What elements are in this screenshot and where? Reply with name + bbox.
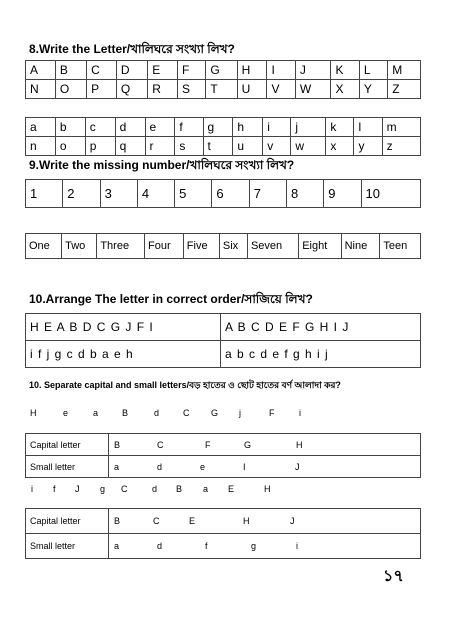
number-cell: 5: [175, 180, 212, 208]
sequence-letter: e: [63, 408, 69, 418]
uppercase-letter-cell: Q: [116, 80, 147, 99]
uppercase-letter-cell: V: [267, 80, 295, 99]
lowercase-letter-cell: f: [175, 118, 203, 137]
numbers-table: [25, 179, 421, 208]
sequence-letter: B: [122, 408, 129, 418]
sorted-letter: i: [296, 541, 298, 551]
number-word-cell: Teen: [380, 234, 421, 259]
number-cell: 2: [63, 180, 100, 208]
sequence-letter: d: [152, 484, 158, 494]
sorted-letter: G: [244, 439, 252, 450]
sorted-letter: J: [290, 516, 295, 526]
uppercase-letter-cell: H: [237, 61, 267, 80]
sorted-letter: f: [205, 541, 208, 551]
sequence-letter: C: [121, 484, 128, 494]
arrange-small-jumbled: i f j g c d b a e h: [26, 341, 221, 368]
capital-letters-cell: [109, 434, 421, 456]
small-letter-label: Small letter: [26, 456, 109, 478]
number-word-cell: Six: [219, 234, 247, 259]
small-letters-cell: [109, 534, 421, 559]
uppercase-letter-cell: U: [237, 80, 267, 99]
uppercase-letter-cell: O: [55, 80, 86, 99]
uppercase-letter-cell: S: [178, 80, 206, 99]
sequence-letter: i: [299, 408, 301, 418]
lowercase-letter-cell: j: [291, 118, 326, 137]
uppercase-letter-cell: G: [206, 61, 237, 80]
uppercase-letter-cell: N: [26, 80, 56, 99]
uppercase-letter-cell: D: [116, 61, 147, 80]
uppercase-letter-cell: T: [206, 80, 237, 99]
sequence-letter: a: [93, 408, 99, 418]
lowercase-letter-cell: x: [326, 137, 354, 156]
sequence-letter: f: [53, 484, 56, 494]
lowercase-letter-cell: h: [233, 118, 263, 137]
lowercase-letter-cell: n: [26, 137, 56, 156]
sorted-letter: C: [157, 439, 164, 450]
lowercase-letter-cell: q: [115, 137, 145, 156]
number-cell: 10: [361, 180, 420, 208]
lowercase-letter-cell: e: [145, 118, 175, 137]
alphabet-row: [26, 118, 421, 137]
sequence-letter: B: [176, 484, 183, 494]
page-number: ১৭: [383, 568, 404, 585]
lowercase-letter-cell: m: [382, 118, 420, 137]
sequence-letter: a: [203, 484, 209, 494]
capital-letters-cell: [109, 509, 421, 534]
sorted-letter: a: [114, 461, 120, 472]
uppercase-table: [25, 60, 421, 99]
uppercase-letter-cell: W: [295, 80, 331, 99]
number-word-cell: Seven: [247, 234, 298, 259]
sorted-letter: J: [295, 461, 300, 472]
alphabet-row: [26, 61, 421, 80]
sequence-letter: C: [183, 408, 190, 418]
uppercase-letter-cell: B: [55, 61, 86, 80]
number-cell: 7: [249, 180, 286, 208]
small-letters-cell: [109, 456, 421, 478]
lowercase-letter-cell: y: [354, 137, 382, 156]
q10-separate-title: 10. Separate capital and small letters/বড় হাতের ও ছোট হাতের বর্ণ আলাদা কর?: [29, 380, 341, 390]
sequence-letter: G: [211, 408, 219, 418]
number-word-cell: Nine: [341, 234, 380, 259]
number-cell: 4: [137, 180, 174, 208]
sorted-letter: d: [157, 461, 163, 472]
alphabet-row: [26, 80, 421, 99]
uppercase-letter-cell: P: [87, 80, 117, 99]
lowercase-letter-cell: z: [382, 137, 420, 156]
uppercase-letter-cell: Z: [388, 80, 421, 99]
uppercase-letter-cell: J: [295, 61, 331, 80]
lowercase-letter-cell: a: [26, 118, 56, 137]
separate-table-1: [25, 433, 421, 478]
sequence-letter: i: [31, 484, 33, 494]
capital-letter-label: Capital letter: [26, 434, 109, 456]
uppercase-letter-cell: Y: [359, 80, 387, 99]
sorted-letter: F: [205, 439, 211, 450]
sorted-letter: I: [243, 461, 246, 472]
sequence-letter: H: [264, 484, 271, 494]
sequence-letter: d: [154, 408, 160, 418]
number-word-cell: Two: [62, 234, 97, 259]
number-word-cell: Three: [97, 234, 145, 259]
arrange-capital-jumbled: H E A B D C G J F I: [26, 314, 221, 341]
q10-arrange-title: 10.Arrange The letter in correct order/সাজিয়ে লিখ?: [29, 292, 313, 306]
uppercase-letter-cell: F: [178, 61, 206, 80]
sorted-letter: B: [114, 516, 121, 526]
sorted-letter: a: [114, 541, 120, 551]
number-cell: 1: [26, 180, 63, 208]
sorted-letter: d: [157, 541, 163, 551]
sequence-letter: j: [239, 408, 241, 418]
sequence-letter: H: [30, 408, 37, 418]
number-cell: 9: [324, 180, 361, 208]
lowercase-letter-cell: t: [203, 137, 233, 156]
q8-title: 8.Write the Letter/খালিঘরে সংখ্যা লিখ?: [29, 42, 235, 56]
small-letter-label: Small letter: [26, 534, 109, 559]
uppercase-letter-cell: M: [388, 61, 421, 80]
sequence-letter: J: [75, 484, 80, 494]
sorted-letter: E: [189, 516, 196, 526]
sorted-letter: H: [243, 516, 250, 526]
lowercase-letter-cell: g: [203, 118, 233, 137]
q9-title: 9.Write the missing number/খালিঘরে সংখ্যা লিখ?: [29, 158, 295, 172]
lowercase-letter-cell: v: [263, 137, 291, 156]
lowercase-letter-cell: b: [55, 118, 85, 137]
lowercase-letter-cell: w: [291, 137, 326, 156]
arrange-small-ordered: a b c d e f g h i j: [221, 341, 421, 368]
sequence-letter: g: [100, 484, 106, 494]
sequence-letter: E: [228, 484, 235, 494]
uppercase-letter-cell: E: [148, 61, 178, 80]
lowercase-letter-cell: d: [115, 118, 145, 137]
arrange-table: [25, 313, 421, 368]
sorted-letter: C: [153, 516, 160, 526]
sorted-letter: g: [251, 541, 257, 551]
number-words-table: [25, 233, 421, 259]
letter-sequence-1: [0, 408, 452, 422]
uppercase-letter-cell: K: [331, 61, 359, 80]
sequence-letter: F: [269, 408, 275, 418]
sorted-letter: e: [200, 461, 206, 472]
alphabet-row: [26, 137, 421, 156]
lowercase-letter-cell: i: [263, 118, 291, 137]
lowercase-letter-cell: r: [145, 137, 175, 156]
number-cell: 3: [100, 180, 137, 208]
arrange-capital-ordered: A B C D E F G H I J: [221, 314, 421, 341]
number-word-cell: Eight: [299, 234, 341, 259]
lowercase-letter-cell: o: [55, 137, 85, 156]
lowercase-table: [25, 117, 421, 156]
lowercase-letter-cell: s: [175, 137, 203, 156]
uppercase-letter-cell: X: [331, 80, 359, 99]
uppercase-letter-cell: R: [148, 80, 178, 99]
number-cell: 6: [212, 180, 249, 208]
number-word-cell: Five: [183, 234, 219, 259]
uppercase-letter-cell: I: [267, 61, 295, 80]
sorted-letter: H: [296, 439, 303, 450]
letter-sequence-2: [0, 484, 452, 498]
uppercase-letter-cell: L: [359, 61, 387, 80]
number-cell: 8: [286, 180, 323, 208]
lowercase-letter-cell: k: [326, 118, 354, 137]
number-word-cell: Four: [145, 234, 184, 259]
separate-table-2: [25, 508, 421, 559]
number-word-cell: One: [26, 234, 62, 259]
lowercase-letter-cell: p: [85, 137, 115, 156]
lowercase-letter-cell: u: [233, 137, 263, 156]
capital-letter-label: Capital letter: [26, 509, 109, 534]
lowercase-letter-cell: l: [354, 118, 382, 137]
lowercase-letter-cell: c: [85, 118, 115, 137]
uppercase-letter-cell: C: [87, 61, 117, 80]
uppercase-letter-cell: A: [26, 61, 56, 80]
sorted-letter: B: [114, 439, 121, 450]
